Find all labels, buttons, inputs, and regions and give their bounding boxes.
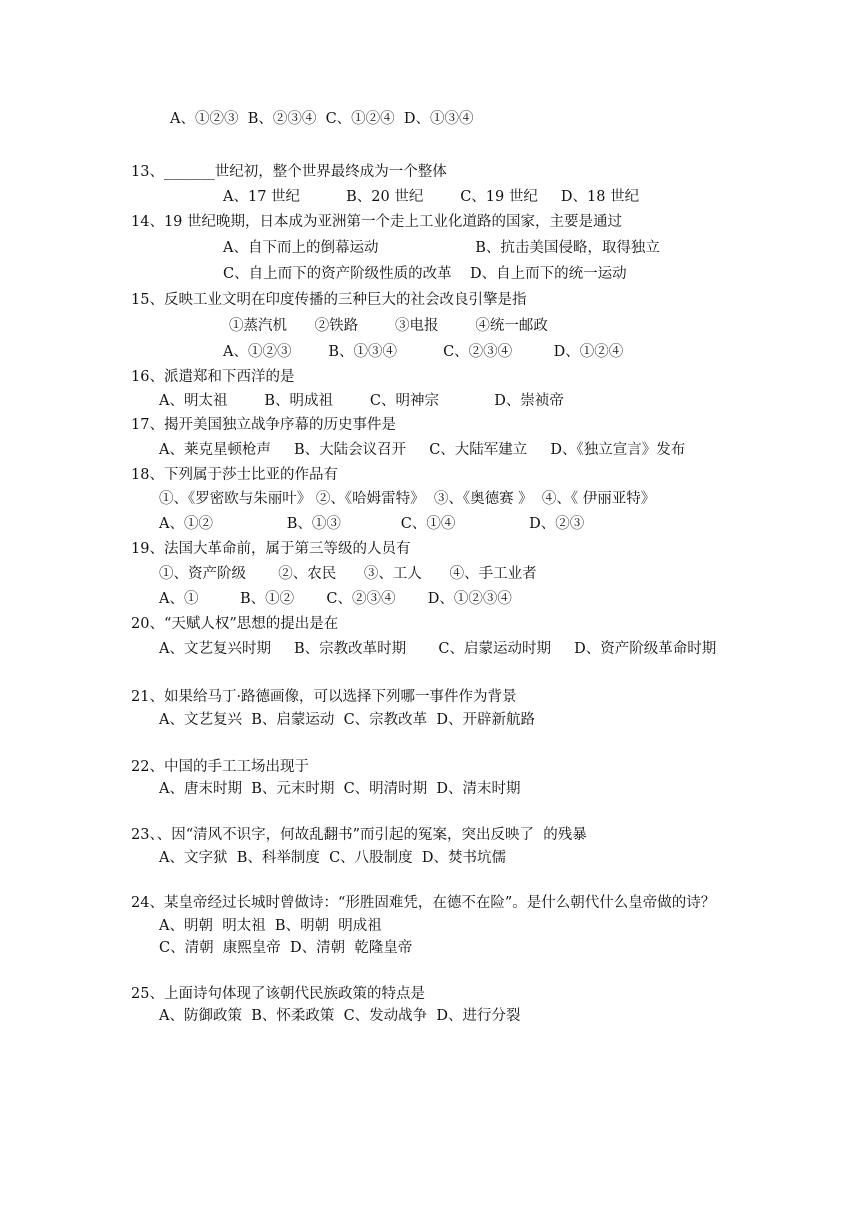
q22-stem: 22、中国的手工工场出现于 — [131, 759, 309, 775]
q14-options-cd: C、自上而下的资产阶级性质的改革 D、自上而下的统一运动 — [223, 266, 627, 282]
q20-stem: 20、“天赋人权”思想的提出是在 — [131, 616, 339, 632]
q18-options: A、①② B、①③ C、①④ D、②③ — [159, 516, 585, 532]
q24-stem: 24、某皇帝经过长城时曾做诗：“形胜固难凭，在德不在险”。是什么朝代什么皇帝做的诗？ — [131, 895, 716, 911]
q17-options: A、莱克星顿枪声 B、大陆会议召开 C、大陆军建立 D、《独立宣言》发布 — [159, 442, 686, 458]
q24-options-ab: A、明朝 明太祖 B、明朝 明成祖 — [159, 918, 382, 934]
q16-stem: 16、派遣郑和下西洋的是 — [131, 369, 295, 385]
q22-options: A、唐末时期 B、元末时期 C、明清时期 D、清末时期 — [159, 781, 521, 797]
q19-stem: 19、法国大革命前，属于第三等级的人员有 — [131, 541, 411, 557]
q18-items: ①、《罗密欧与朱丽叶》 ②、《哈姆雷特》 ③、《奥德赛 》 ④、《 伊丽亚特》 — [159, 491, 656, 507]
q24-options-cd: C、清朝 康熙皇帝 D、清朝 乾隆皇帝 — [159, 940, 413, 956]
q15-stem: 15、反映工业文明在印度传播的三种巨大的社会改良引擎是指 — [131, 292, 527, 308]
q25-options: A、防御政策 B、怀柔政策 C、发动战争 D、进行分裂 — [159, 1008, 521, 1024]
q23-options: A、文字狱 B、科举制度 C、八股制度 D、焚书坑儒 — [159, 850, 506, 866]
q21-stem: 21、如果给马丁·路德画像，可以选择下列哪一事件作为背景 — [131, 689, 517, 705]
q25-stem: 25、上面诗句体现了该朝代民族政策的特点是 — [131, 986, 425, 1002]
q16-options: A、明太祖 B、明成祖 C、明神宗 D、崇祯帝 — [159, 393, 564, 409]
q14-options-ab: A、自下而上的倒幕运动 B、抗击美国侵略，取得独立 — [223, 240, 660, 256]
q19-options: A、① B、①② C、②③④ D、①②③④ — [159, 591, 512, 607]
q20-options: A、文艺复兴时期 B、宗教改革时期 C、启蒙运动时期 D、资产阶级革命时期 — [159, 641, 717, 657]
q15-items: ①蒸汽机 ②铁路 ③电报 ④统一邮政 — [229, 318, 548, 334]
q21-options: A、文艺复兴 B、启蒙运动 C、宗教改革 D、开辟新航路 — [159, 712, 535, 728]
q12-options: A、①②③ B、②③④ C、①②④ D、①③④ — [170, 111, 474, 127]
q17-stem: 17、揭开美国独立战争序幕的历史事件是 — [131, 417, 396, 433]
q23-stem: 23、、因“清风不识字，何故乱翻书”而引起的冤案，突出反映了 的残暴 — [131, 827, 587, 843]
q14-stem: 14、19 世纪晚期，日本成为亚洲第一个走上工业化道路的国家，主要是通过 — [131, 214, 623, 230]
q13-options: A、17 世纪 B、20 世纪 C、19 世纪 D、18 世纪 — [223, 189, 640, 205]
q15-options: A、①②③ B、①③④ C、②③④ D、①②④ — [223, 344, 624, 360]
q19-items: ①、资产阶级 ②、农民 ③、工人 ④、手工业者 — [159, 566, 537, 582]
q13-stem: 13、_______世纪初，整个世界最终成为一个整体 — [131, 164, 447, 180]
q18-stem: 18、下列属于莎士比亚的作品有 — [131, 467, 338, 483]
